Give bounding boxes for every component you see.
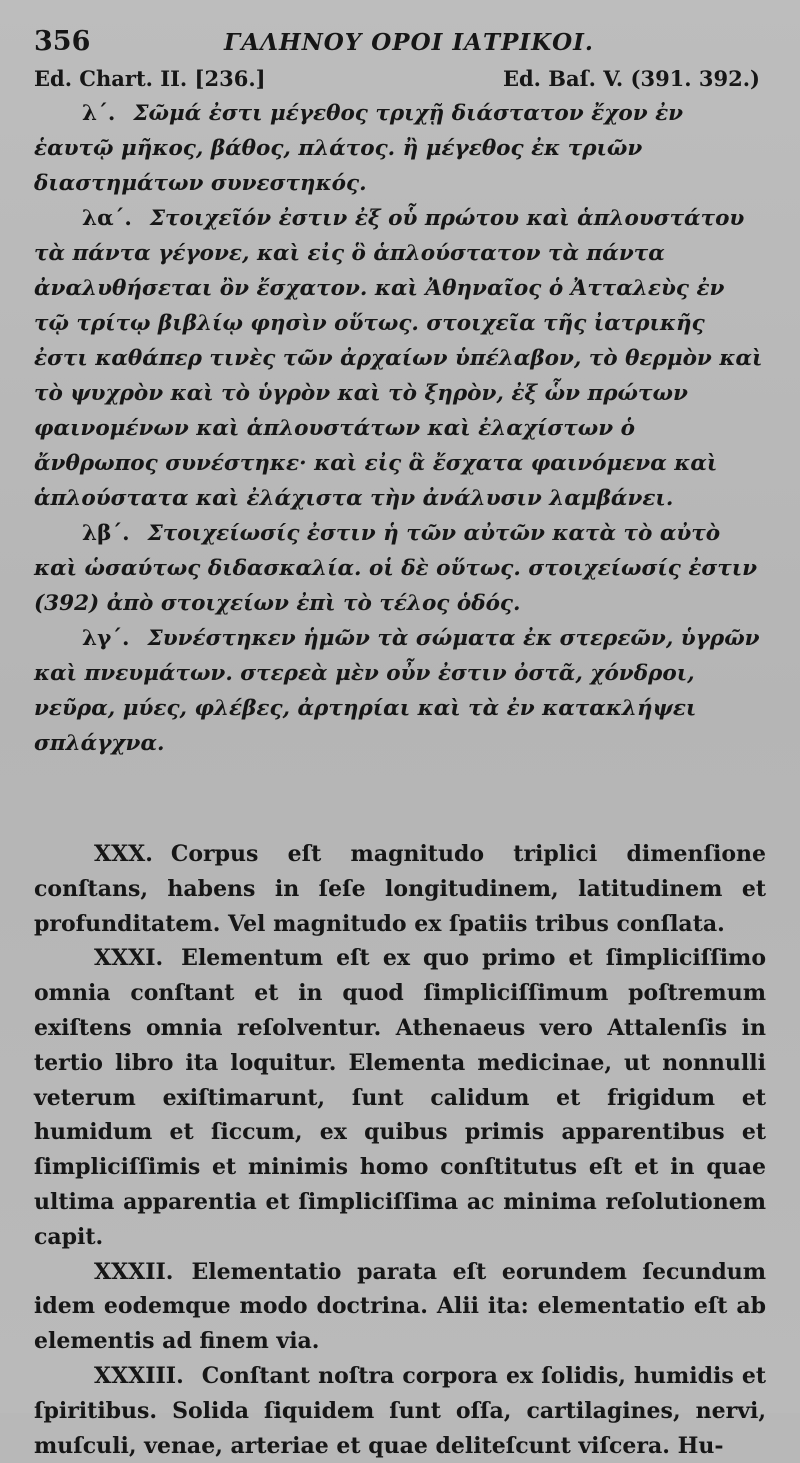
paragraph-text: Συνέστηκεν ἡμῶν τὰ σώματα ἐκ στερεῶν, ὑγρῶν καὶ πνευμάτων. στερεὰ μὲν οὖν ἐστιν ὀστᾶ, χόνδροι, νεῦρα, μύες, φλέβες, ἀρτηρίαι καὶ τὰ ἐν κατακλήψει σπλάγχνα. (34, 626, 760, 756)
edition-left: Ed. Chart. II. [236.] (34, 66, 266, 91)
paragraph-text: Elementatio parata eſt eorundem ſecundum idem eodemque modo doctrina. Alii ita: elementatio eſt ab elementis ad finem via. (34, 1258, 766, 1355)
paragraph-number: XXXIII. (94, 1362, 184, 1389)
greek-paragraph (34, 516, 766, 621)
paragraph-number: XXXI. (94, 945, 164, 972)
paragraph-text: Elementum eſt ex quo primo et ſimpliciſſimo omnia conſtant et in quod ſimpliciſſimum poſtremum exiſtens omnia reſolventur. Athenaeus vero Attalenſis in tertio libro ita loquitur. Elementa medicinae, ut nonnulli veterum exiſtimarunt, ſunt calidum et frigidum et humidum et ſiccum, ex quibus primis apparentibus et ſimpliciſſimis et minimis homo conſtitutus eſt et in quae ultima apparentia et ſimpliciſſima ac minima reſolutionem capit. (34, 945, 766, 1250)
edition-line (34, 66, 766, 96)
latin-paragraph (34, 941, 766, 1254)
greek-paragraph (34, 621, 766, 761)
paragraph-text: Conſtant noſtra corpora ex ſolidis, humidis et ſpiritibus. Solida ſiquidem ſunt oſſa, cartilagines, nervi, muſculi, venae, arteriae et quae deliteſcunt viſcera. Hu- (34, 1362, 766, 1459)
paragraph-text: Corpus eſt magnitudo triplici dimenſione conſtans, habens in ſeſe longitudinem, latitudinem et profunditatem. Vel magnitudo ex ſpatiis tribus conſlata. (34, 841, 766, 937)
paragraph-number: λ΄. (82, 101, 116, 126)
edition-right: Ed. Baſ. V. (391. 392.) (502, 66, 760, 91)
page-header (34, 26, 766, 66)
greek-paragraph (34, 201, 766, 516)
latin-paragraph (34, 1255, 766, 1359)
paragraph-number: λβ΄. (82, 521, 130, 546)
paragraph-number: λγ΄. (82, 626, 130, 651)
greek-paragraph (34, 96, 766, 201)
paragraph-text: Στοιχεῖόν ἐστιν ἐξ οὗ πρώτου καὶ ἁπλουστάτου τὰ πάντα γέγονε, καὶ εἰς ὃ ἁπλούστατον τὰ πάντα ἀναλυθήσεται ὂν ἔσχατον. καὶ Ἀθηναῖος ὁ Ἀτταλεὺς ἐν τῷ τρίτῳ βιβλίῳ φησὶν οὕτως. στοιχεῖα τῆς ἰατρικῆς ἐστι καθάπερ τινὲς τῶν ἀρχαίων ὑπέλαβον, τὸ θερμὸν καὶ τὸ ψυχρὸν καὶ τὸ ὑγρὸν καὶ τὸ ξηρὸν, ἐξ ὧν πρώτων φαινομένων καὶ ἁπλουστάτων καὶ ἐλαχίστων ὁ ἄνθρωπος συνέστηκε· καὶ εἰς ἃ ἔσχατα φαινόμενα καὶ ἁπλούστατα καὶ ἐλάχιστα τὴν ἀνάλυσιν λαμβάνει. (34, 206, 763, 511)
paragraph-number: XXXII. (94, 1258, 174, 1285)
latin-text-block (34, 837, 766, 1463)
paragraph-number: XXX. (94, 841, 153, 867)
running-title: ΓΑΛΗΝΟΥ ΟΡΟΙ ΙΑΤΡΙΚΟΙ. (224, 29, 594, 56)
latin-paragraph (34, 1359, 766, 1463)
paragraph-text: Σῶμά ἐστι μέγεθος τριχῇ διάστατον ἔχον ἐν ἑαυτῷ μῆκος, βάθος, πλάτος. ἢ μέγεθος ἐκ τριῶν διαστημάτων συνεστηκός. (34, 101, 684, 196)
paragraph-number: λα΄. (82, 206, 132, 231)
paragraph-text: Στοιχείωσίς ἐστιν ἡ τῶν αὐτῶν κατὰ τὸ αὐτὸ καὶ ὡσαύτως διδασκαλία. οἱ δὲ οὕτως. στοιχείωσίς ἐστιν (392) ἀπὸ στοιχείων ἐπὶ τὸ τέλος ὁδός. (34, 521, 758, 616)
greek-text-block (34, 96, 766, 761)
latin-paragraph (34, 837, 766, 941)
page-number: 356 (34, 26, 91, 57)
